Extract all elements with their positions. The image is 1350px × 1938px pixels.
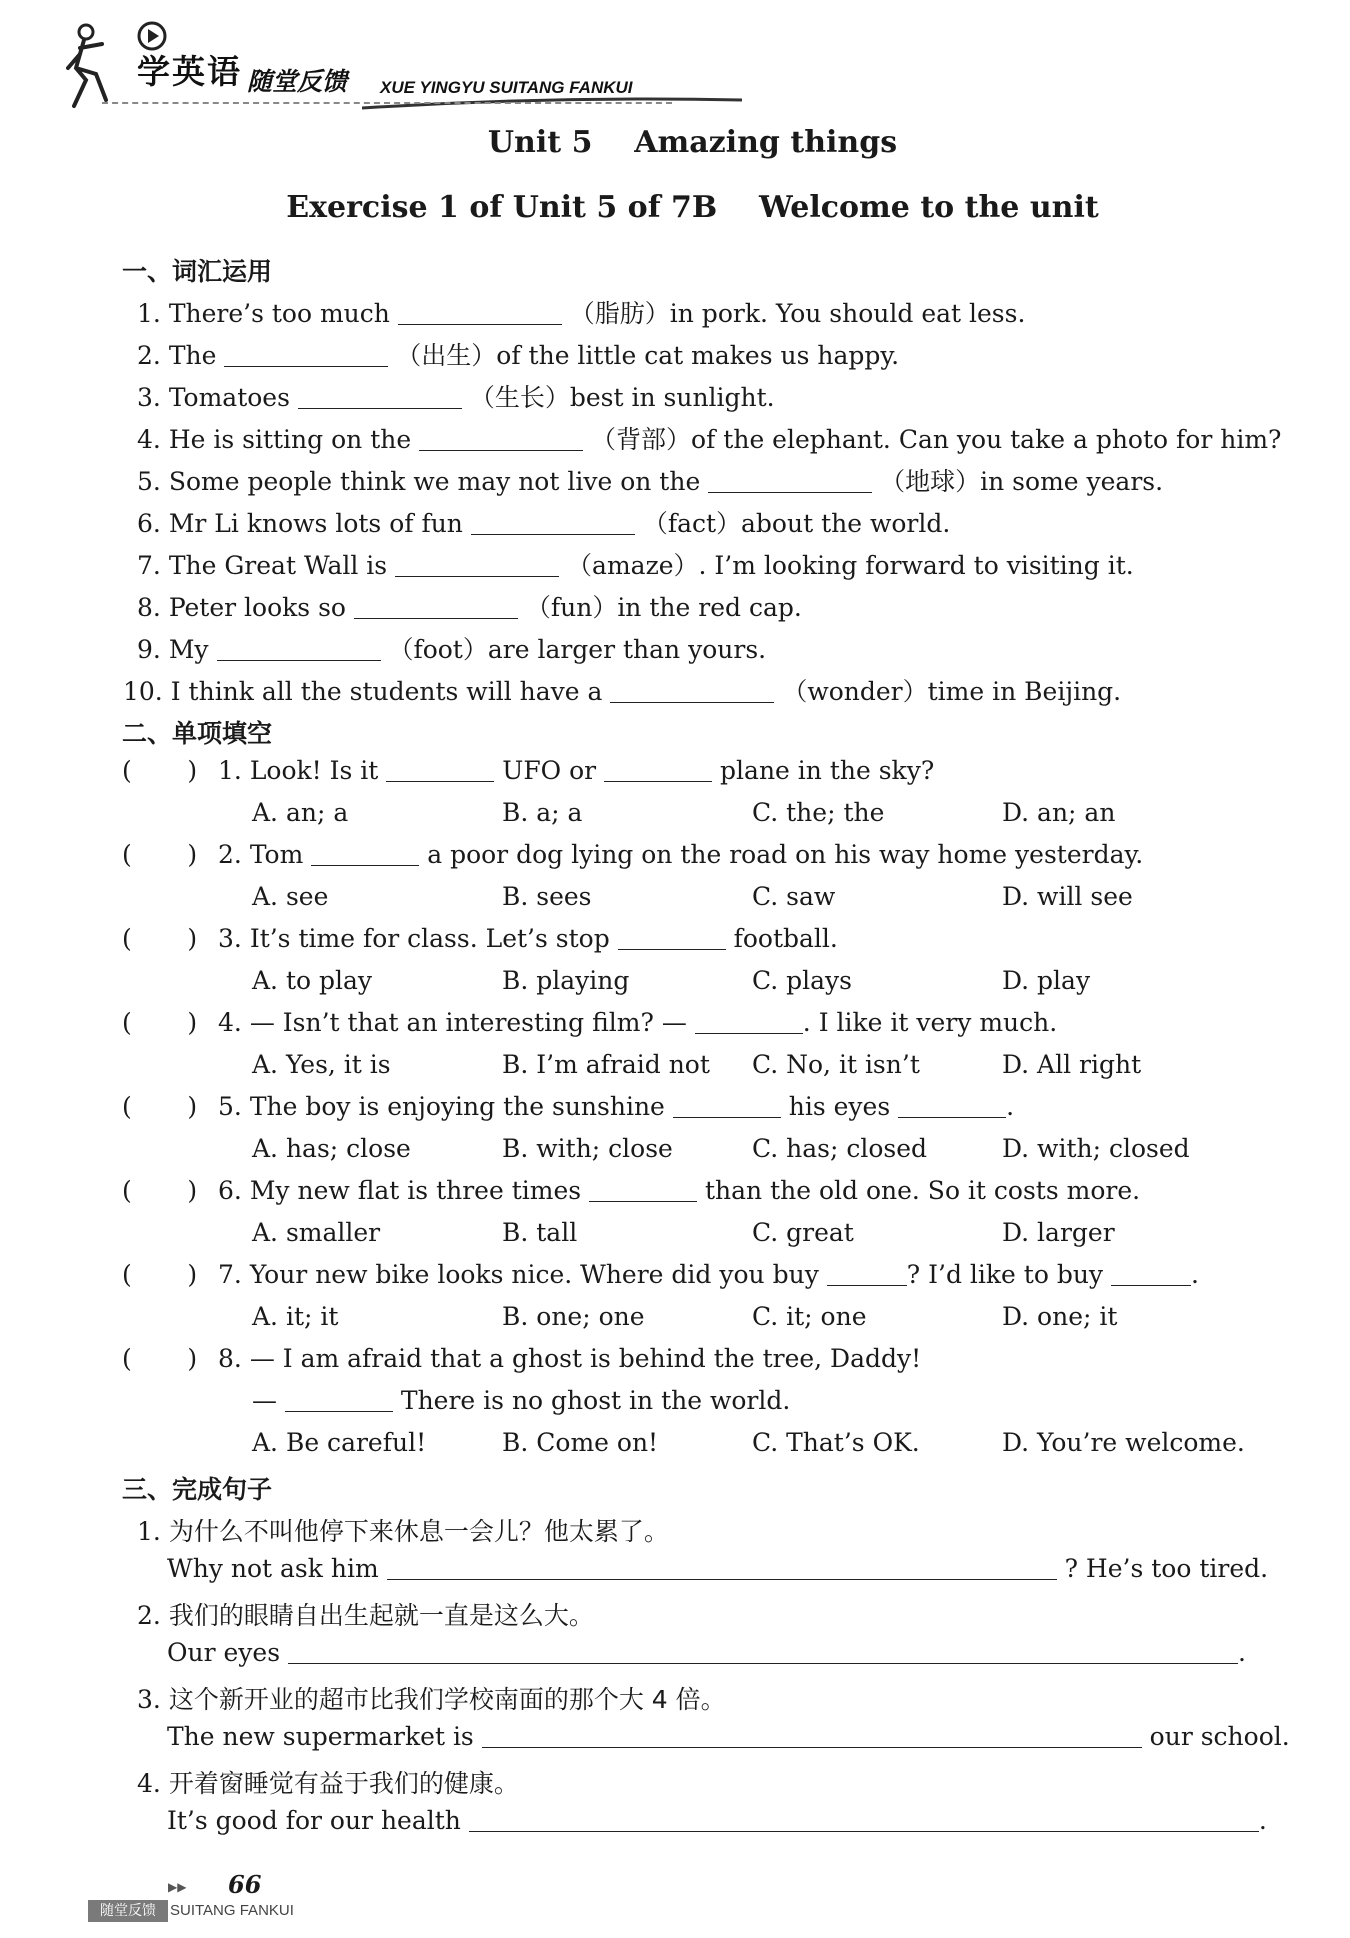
option-d[interactable]: D. one; it <box>1002 1302 1118 1331</box>
item-text: Some people think we may not live on the <box>168 467 701 496</box>
q-text: It’s time for class. Let’s stop <box>249 924 610 953</box>
item-hint: （foot）are larger than yours. <box>388 635 767 664</box>
option-d[interactable]: D. larger <box>1002 1218 1115 1247</box>
item-number: 4. <box>137 425 161 454</box>
mcq-question <box>218 756 934 785</box>
option-d[interactable]: D. will see <box>1002 882 1133 911</box>
q-text: My new flat is three times <box>249 1176 582 1205</box>
mcq-question-cont <box>252 1386 790 1415</box>
option-c[interactable]: C. saw <box>752 882 836 911</box>
q-number: 3. <box>218 924 242 953</box>
item-number: 8. <box>137 593 161 622</box>
answer-blank[interactable] <box>354 596 518 619</box>
answer-blank[interactable] <box>695 1011 803 1034</box>
answer-paren[interactable]: ( ) <box>122 924 198 953</box>
item-hint: （出生）of the little cat makes us happy. <box>396 341 900 370</box>
item-hint: （wonder）time in Beijing. <box>782 677 1122 706</box>
q-number: 1. <box>218 756 242 785</box>
item-number: 1. <box>137 299 161 328</box>
option-a[interactable]: A. has; close <box>252 1134 411 1163</box>
answer-blank[interactable] <box>419 428 583 451</box>
sentence-end: . <box>1258 1806 1267 1835</box>
item-number: 7. <box>137 551 161 580</box>
q-text: Your new bike looks nice. Where did you buy <box>249 1260 819 1289</box>
q-number: 5. <box>218 1092 242 1121</box>
option-c[interactable]: C. the; the <box>752 798 885 827</box>
q-text: Tom <box>249 840 304 869</box>
vocab-item <box>137 420 1281 456</box>
vocab-item <box>123 672 1121 708</box>
option-c[interactable]: C. great <box>752 1218 854 1247</box>
item-text: The Great Wall is <box>168 551 388 580</box>
sentence-start: The new supermarket is <box>167 1722 474 1751</box>
sentence-start: It’s good for our health <box>167 1806 461 1835</box>
item-hint: （amaze）. I’m looking forward to visiting it. <box>567 551 1134 580</box>
section2-heading: 二、单项填空 <box>122 719 273 748</box>
item-hint: （脂肪）in pork. You should eat less. <box>569 299 1026 328</box>
answer-blank[interactable] <box>298 386 462 409</box>
item-hint: （fact）about the world. <box>642 509 951 538</box>
item-text: Peter looks so <box>168 593 346 622</box>
answer-line[interactable] <box>482 1725 1142 1748</box>
q-text: There is no ghost in the world. <box>400 1386 791 1415</box>
option-a[interactable]: A. smaller <box>252 1218 381 1247</box>
item-text: The <box>168 341 217 370</box>
q-number: 2. <box>218 840 242 869</box>
answer-blank[interactable] <box>673 1095 781 1118</box>
option-a[interactable]: A. see <box>252 882 329 911</box>
answer-blank[interactable] <box>708 470 872 493</box>
q-text: ? I’d like to buy <box>906 1260 1104 1289</box>
answer-blank[interactable] <box>471 512 635 535</box>
translation-prompt <box>137 1764 519 1800</box>
item-text: He is sitting on the <box>168 425 412 454</box>
q-text: . <box>1006 1092 1015 1121</box>
option-c[interactable]: C. plays <box>752 966 852 995</box>
section1-heading: 一、词汇运用 <box>122 257 273 286</box>
item-text: There’s too much <box>168 299 390 328</box>
translation-prompt <box>137 1680 726 1716</box>
answer-blank[interactable] <box>618 927 726 950</box>
header-cn-subtitle: 随堂反馈 <box>247 67 348 96</box>
answer-line[interactable] <box>387 1557 1057 1580</box>
translation-prompt <box>137 1512 669 1548</box>
answer-blank[interactable] <box>285 1389 393 1412</box>
q-text: UFO or <box>502 756 597 785</box>
vocab-item <box>137 462 1163 498</box>
option-d[interactable]: D. with; closed <box>1002 1134 1190 1163</box>
q-text: a poor dog lying on the road on his way home yesterday. <box>427 840 1144 869</box>
answer-blank[interactable] <box>395 554 559 577</box>
footer-arrows-icon: ▶▶ <box>168 1880 187 1894</box>
q-text: Look! Is it <box>249 756 379 785</box>
mcq-question <box>218 1176 1140 1205</box>
vocab-item <box>137 546 1134 582</box>
option-d[interactable]: D. All right <box>1002 1050 1142 1079</box>
vocab-item <box>137 630 766 666</box>
mcq-question <box>218 1260 1199 1289</box>
item-number: 2. <box>137 1601 161 1630</box>
answer-paren[interactable]: ( ) <box>122 1344 198 1373</box>
answer-paren[interactable]: ( ) <box>122 1092 198 1121</box>
answer-blank[interactable] <box>224 344 388 367</box>
footer-tag-en: SUITANG FANKUI <box>170 1902 294 1919</box>
option-b[interactable]: B. sees <box>502 882 592 911</box>
item-number: 4. <box>137 1769 161 1798</box>
answer-blank[interactable] <box>604 759 712 782</box>
option-c[interactable]: C. That’s OK. <box>752 1428 920 1457</box>
q-text: football. <box>733 924 838 953</box>
vocab-item <box>137 294 1025 330</box>
option-a[interactable]: A. it; it <box>252 1302 339 1331</box>
option-d[interactable]: D. You’re welcome. <box>1002 1428 1245 1457</box>
answer-blank[interactable] <box>217 638 381 661</box>
chinese-sentence: 这个新开业的超市比我们学校南面的那个大 4 倍。 <box>168 1685 726 1714</box>
answer-paren[interactable]: ( ) <box>122 756 198 785</box>
item-hint: （fun）in the red cap. <box>525 593 802 622</box>
section3-heading: 三、完成句子 <box>122 1475 273 1504</box>
q-text: his eyes <box>788 1092 891 1121</box>
option-a[interactable]: A. Be careful! <box>252 1428 427 1457</box>
chinese-sentence: 我们的眼睛自出生起就一直是这么大。 <box>168 1601 594 1630</box>
option-c[interactable]: C. it; one <box>752 1302 867 1331</box>
item-hint: （背部）of the elephant. Can you take a photo for him? <box>591 425 1282 454</box>
vocab-item <box>137 378 775 414</box>
item-number: 3. <box>137 383 161 412</box>
translation-answer <box>167 1722 1290 1751</box>
option-b[interactable]: B. tall <box>502 1218 578 1247</box>
answer-line[interactable] <box>469 1809 1259 1832</box>
answer-blank[interactable] <box>1111 1263 1191 1286</box>
item-number: 3. <box>137 1685 161 1714</box>
option-b[interactable]: B. playing <box>502 966 630 995</box>
mcq-question <box>218 840 1143 869</box>
sentence-start: Why not ask him <box>167 1554 379 1583</box>
answer-blank[interactable] <box>398 302 562 325</box>
answer-paren[interactable]: ( ) <box>122 1176 198 1205</box>
q-number: 7. <box>218 1260 242 1289</box>
mcq-question <box>218 1092 1014 1121</box>
item-number: 1. <box>137 1517 161 1546</box>
answer-blank[interactable] <box>386 759 494 782</box>
option-c[interactable]: C. has; closed <box>752 1134 928 1163</box>
option-b[interactable]: B. with; close <box>502 1134 673 1163</box>
exercise-title: Exercise 1 of Unit 5 of 7B Welcome to the unit <box>286 190 1099 225</box>
option-a[interactable]: A. Yes, it is <box>252 1050 391 1079</box>
sentence-end: our school. <box>1149 1722 1290 1751</box>
item-hint: （生长）best in sunlight. <box>469 383 775 412</box>
option-a[interactable]: A. an; a <box>252 798 349 827</box>
q-text: . <box>1191 1260 1199 1289</box>
option-b[interactable]: B. I’m afraid not <box>502 1050 710 1079</box>
q-number: 4. <box>218 1008 242 1037</box>
header-banner <box>62 14 682 114</box>
vocab-item <box>137 336 899 372</box>
unit-title: Unit 5 Amazing things <box>487 125 898 160</box>
answer-blank[interactable] <box>589 1179 697 1202</box>
option-b[interactable]: B. a; a <box>502 798 583 827</box>
item-number: 5. <box>137 467 161 496</box>
item-number: 9. <box>137 635 161 664</box>
option-d[interactable]: D. play <box>1002 966 1091 995</box>
q-text: — Isn’t that an interesting film? — <box>249 1008 687 1037</box>
header-cn-title: 学英语 <box>137 52 242 91</box>
sentence-end: . <box>1238 1638 1246 1667</box>
option-d[interactable]: D. an; an <box>1002 798 1116 827</box>
answer-blank[interactable] <box>827 1263 907 1286</box>
item-text: My <box>168 635 209 664</box>
q-number: 6. <box>218 1176 242 1205</box>
chinese-sentence: 开着窗睡觉有益于我们的健康。 <box>168 1769 519 1798</box>
q-text: than the old one. So it costs more. <box>704 1176 1141 1205</box>
runner-logo-icon <box>66 20 126 110</box>
answer-line[interactable] <box>288 1641 1238 1664</box>
mcq-question <box>218 1008 1057 1037</box>
item-text: Tomatoes <box>168 383 290 412</box>
sentence-start: Our eyes <box>167 1638 281 1667</box>
vocab-item <box>137 504 950 540</box>
translation-answer <box>167 1638 1246 1667</box>
q-text: plane in the sky? <box>720 756 935 785</box>
item-text: Mr Li knows lots of fun <box>168 509 463 538</box>
header-swoosh-decoration <box>362 94 742 114</box>
mcq-question <box>218 1344 921 1373</box>
answer-paren[interactable]: ( ) <box>122 1260 198 1289</box>
option-c[interactable]: C. No, it isn’t <box>752 1050 920 1079</box>
q-text: — <box>252 1386 277 1415</box>
item-text: I think all the students will have a <box>170 677 603 706</box>
answer-paren[interactable]: ( ) <box>122 840 198 869</box>
answer-blank[interactable] <box>898 1095 1006 1118</box>
answer-paren[interactable]: ( ) <box>122 1008 198 1037</box>
translation-answer <box>167 1806 1267 1835</box>
answer-blank[interactable] <box>311 843 419 866</box>
translation-answer <box>167 1554 1268 1583</box>
item-number: 10. <box>123 677 163 706</box>
page-number: 66 <box>228 1870 262 1899</box>
item-hint: （地球）in some years. <box>880 467 1164 496</box>
q-text: — I am afraid that a ghost is behind the tree, Daddy! <box>249 1344 922 1373</box>
q-number: 8. <box>218 1344 242 1373</box>
option-b[interactable]: B. Come on! <box>502 1428 659 1457</box>
item-number: 6. <box>137 509 161 538</box>
footer-tag: 随堂反馈 <box>88 1900 168 1922</box>
header-en-title: XUE YINGYU SUITANG FANKUI <box>380 78 633 97</box>
option-a[interactable]: A. to play <box>252 966 373 995</box>
chinese-sentence: 为什么不叫他停下来休息一会儿？他太累了。 <box>168 1517 669 1546</box>
q-text: The boy is enjoying the sunshine <box>249 1092 665 1121</box>
answer-blank[interactable] <box>610 680 774 703</box>
item-number: 2. <box>137 341 161 370</box>
sentence-end: ? He’s too tired. <box>1064 1554 1269 1583</box>
option-b[interactable]: B. one; one <box>502 1302 645 1331</box>
mcq-question <box>218 924 838 953</box>
q-text: . I like it very much. <box>802 1008 1058 1037</box>
header-divider <box>102 102 672 104</box>
translation-prompt <box>137 1596 594 1632</box>
vocab-item <box>137 588 802 624</box>
